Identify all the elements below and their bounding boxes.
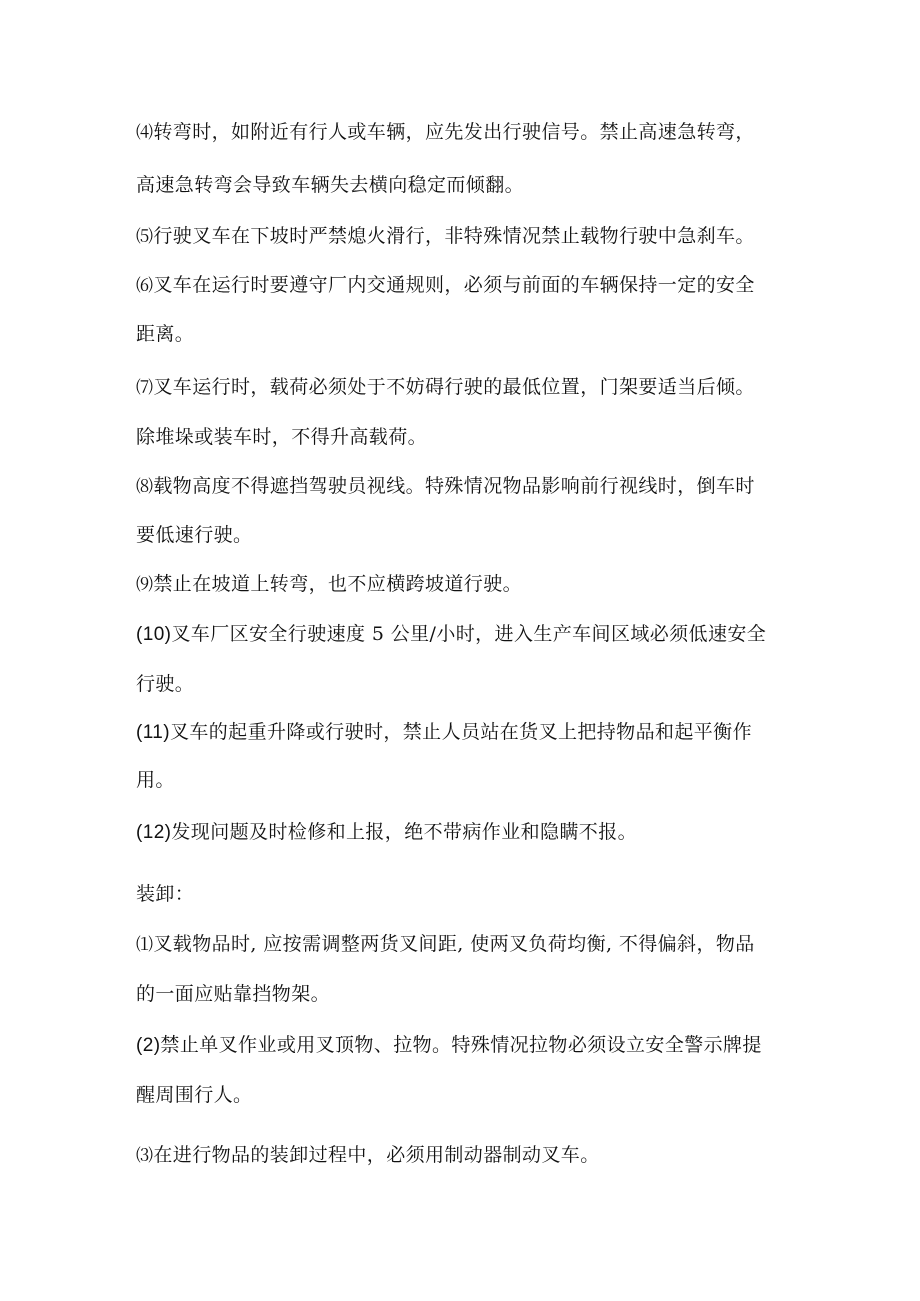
paragraph-item-5-line-1 (136, 224, 796, 249)
paragraph-item-6-line-2 (136, 322, 796, 346)
item-text: 距离。 (136, 323, 195, 345)
item-text: 除堆垛或装车时，不得升高载荷。 (136, 426, 428, 448)
item-text: 叉车运行时，载荷必须处于不妨碍行驶的最低位置，门架要适当后倾。 (153, 376, 755, 398)
item-text: 发现问题及时检修和上报，绝不带病作业和隐瞒不报。 (171, 821, 637, 843)
section-item-2-line-2 (136, 1083, 796, 1107)
section-item-1-line-2 (136, 982, 796, 1006)
item-text: 要低速行驶。 (136, 524, 253, 546)
item-text: 载物高度不得遮挡驾驶员视线。特殊情况物品影响前行视线时，倒车时 (153, 475, 755, 497)
section-item-1-line-1 (136, 932, 796, 957)
item-number: ⑺ (136, 378, 154, 398)
item-text: 禁止单叉作业或用叉顶物、拉物。特殊情况拉物必须设立安全警示牌提 (160, 1034, 762, 1056)
item-number: ⑴ (136, 935, 154, 955)
item-text: 叉车在运行时要遵守厂内交通规则，必须与前面的车辆保持一定的安全 (153, 274, 755, 296)
item-text: 在进行物品的装卸过程中，必须用制动器制动叉车。 (153, 1144, 600, 1166)
paragraph-item-4-line-2 (136, 173, 796, 197)
paragraph-item-7-line-2 (136, 425, 796, 449)
paragraph-item-6-line-1 (136, 273, 796, 298)
paragraph-item-11-line-2 (136, 768, 796, 792)
item-text: 行驶叉车在下坡时严禁熄火滑行，非特殊情况禁止载物行驶中急刹车。 (153, 225, 755, 247)
item-text: 叉车厂区安全行驶速度 5 公里/小时，进入生产车间区域必须低速安全 (171, 623, 767, 645)
paragraph-item-10-line-1 (136, 622, 796, 647)
item-text: 行驶。 (136, 673, 195, 695)
paragraph-item-8-line-1 (136, 474, 796, 499)
item-text: 叉载物品时, 应按需调整两货叉间距, 使两叉负荷均衡, 不得偏斜，物品 (153, 933, 755, 955)
item-text: 转弯时，如附近有行人或车辆，应先发出行驶信号。禁止高速急转弯， (153, 121, 755, 143)
item-number: ⑻ (136, 477, 154, 497)
section-item-3-line-1 (136, 1143, 796, 1168)
item-number: (2) (136, 1035, 161, 1056)
item-number: (10) (136, 624, 172, 645)
item-text: 的一面应贴靠挡物架。 (136, 983, 331, 1005)
paragraph-item-4-line-1 (136, 120, 796, 145)
item-text: 高速急转弯会导致车辆失去横向稳定而倾翻。 (136, 174, 525, 196)
item-number: ⑷ (136, 123, 154, 143)
section-heading: 装卸： (136, 883, 195, 905)
item-number: ⑸ (136, 227, 154, 247)
item-number: ⑶ (136, 1146, 154, 1166)
paragraph-item-7-line-1 (136, 375, 796, 400)
item-text: 醒周围行人。 (136, 1084, 253, 1106)
paragraph-item-11-line-1 (136, 720, 796, 745)
item-number: (12) (136, 822, 172, 843)
paragraph-item-9-line-1 (136, 572, 796, 597)
paragraph-item-12-line-1 (136, 820, 796, 845)
paragraph-item-10-line-2 (136, 672, 796, 696)
item-number: (11) (136, 722, 170, 743)
item-number: ⑹ (136, 276, 154, 296)
item-text: 叉车的起重升降或行驶时，禁止人员站在货叉上把持物品和起平衡作 (169, 721, 752, 743)
item-text: 用。 (136, 769, 175, 791)
paragraph-item-8-line-2 (136, 523, 796, 547)
section-item-2-line-1 (136, 1033, 796, 1058)
item-number: ⑼ (136, 575, 154, 595)
item-text: 禁止在坡道上转弯，也不应横跨坡道行驶。 (153, 573, 523, 595)
